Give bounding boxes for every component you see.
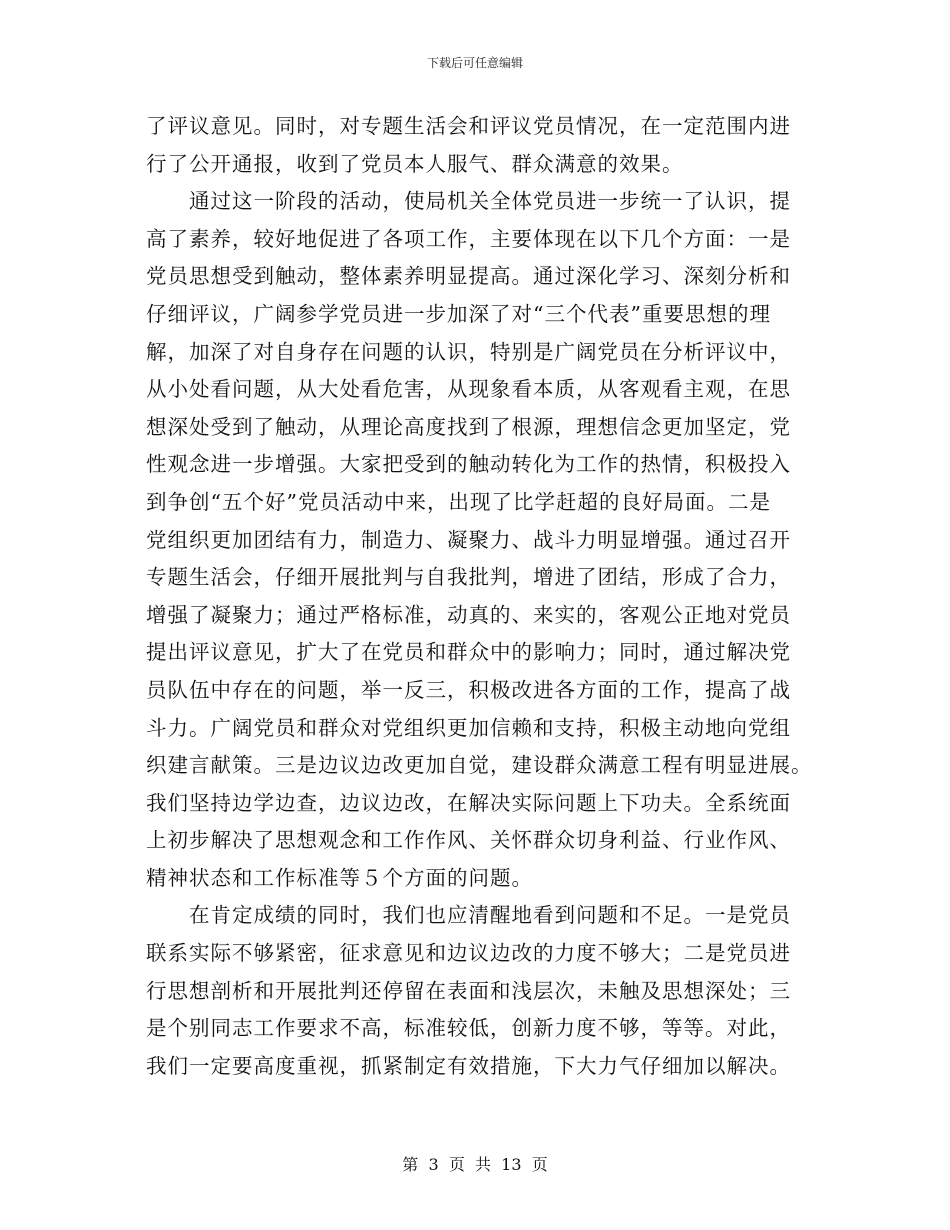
text-line: 从小处看问题，从大处看危害，从现象看本质，从客观看主观，在思 bbox=[146, 377, 791, 402]
text-line: 增强了凝聚力；通过严格标准，动真的、来实的，客观公正地对党员 bbox=[146, 602, 791, 627]
text-line: 行思想剖析和开展批判还停留在表面和浅层次，未触及思想深处；三 bbox=[146, 978, 791, 1003]
text-line: 党组织更加团结有力，制造力、凝聚力、战斗力明显增强。通过召开 bbox=[146, 527, 791, 552]
text-line: 斗力。广阔党员和群众对党组织更加信赖和支持，积极主动地向党组 bbox=[146, 715, 791, 740]
text-line: 我们坚持边学边查，边议边改，在解决实际问题上下功夫。全系统面 bbox=[146, 790, 791, 815]
text-line: 在肯定成绩的同时，我们也应清醒地看到问题和不足。一是党员 bbox=[146, 903, 791, 928]
page-header: 下载后可任意编辑 bbox=[426, 56, 523, 70]
text-line: 联系实际不够紧密，征求意见和边议边改的力度不够大；二是党员进 bbox=[146, 941, 791, 966]
text-line: 上初步解决了思想观念和工作作风、关怀群众切身利益、行业作风、 bbox=[146, 828, 791, 853]
text-line: 通过这一阶段的活动，使局机关全体党员进一步统一了认识，提 bbox=[146, 189, 791, 214]
text-line: 高了素养，较好地促进了各项工作，主要体现在以下几个方面：一是 bbox=[146, 226, 791, 251]
text-line: 解，加深了对自身存在问题的认识，特别是广阔党员在分析评议中， bbox=[146, 339, 791, 364]
text-line: 党员思想受到触动，整体素养明显提高。通过深化学习、深刻分析和 bbox=[146, 264, 791, 289]
text-line: 性观念进一步增强。大家把受到的触动转化为工作的热情，积极投入 bbox=[146, 452, 791, 477]
text-line: 员队伍中存在的问题，举一反三，积极改进各方面的工作，提高了战 bbox=[146, 677, 791, 702]
text-line: 专题生活会，仔细开展批判与自我批判，增进了团结，形成了合力， bbox=[146, 565, 791, 590]
text-line: 我们一定要高度重视，抓紧制定有效措施，下大力气仔细加以解决。 bbox=[146, 1053, 791, 1078]
text-line: 到争创“五个好”党员活动中来，出现了比学赶超的良好局面。二是 bbox=[146, 489, 771, 514]
text-line: 行了公开通报，收到了党员本人服气、群众满意的效果。 bbox=[146, 151, 684, 176]
text-line: 想深处受到了触动，从理论高度找到了根源，理想信念更加坚定，党 bbox=[146, 414, 791, 439]
document-body bbox=[146, 108, 813, 1085]
text-line: 精神状态和工作标准等５个方面的问题。 bbox=[146, 865, 533, 890]
page-number-footer: 第 3 页 共 13 页 bbox=[402, 1155, 548, 1174]
text-line: 提出评议意见，扩大了在党员和群众中的影响力；同时，通过解决党 bbox=[146, 640, 791, 665]
text-line: 仔细评议，广阔参学党员进一步加深了对“三个代表”重要思想的理 bbox=[146, 301, 771, 326]
text-line: 了评议意见。同时，对专题生活会和评议党员情况，在一定范围内进 bbox=[146, 114, 791, 138]
text-line: 是个别同志工作要求不高，标准较低，创新力度不够，等等。对此， bbox=[146, 1016, 791, 1041]
text-line: 织建言献策。三是边议边改更加自觉，建设群众满意工程有明显进展。 bbox=[146, 753, 813, 778]
